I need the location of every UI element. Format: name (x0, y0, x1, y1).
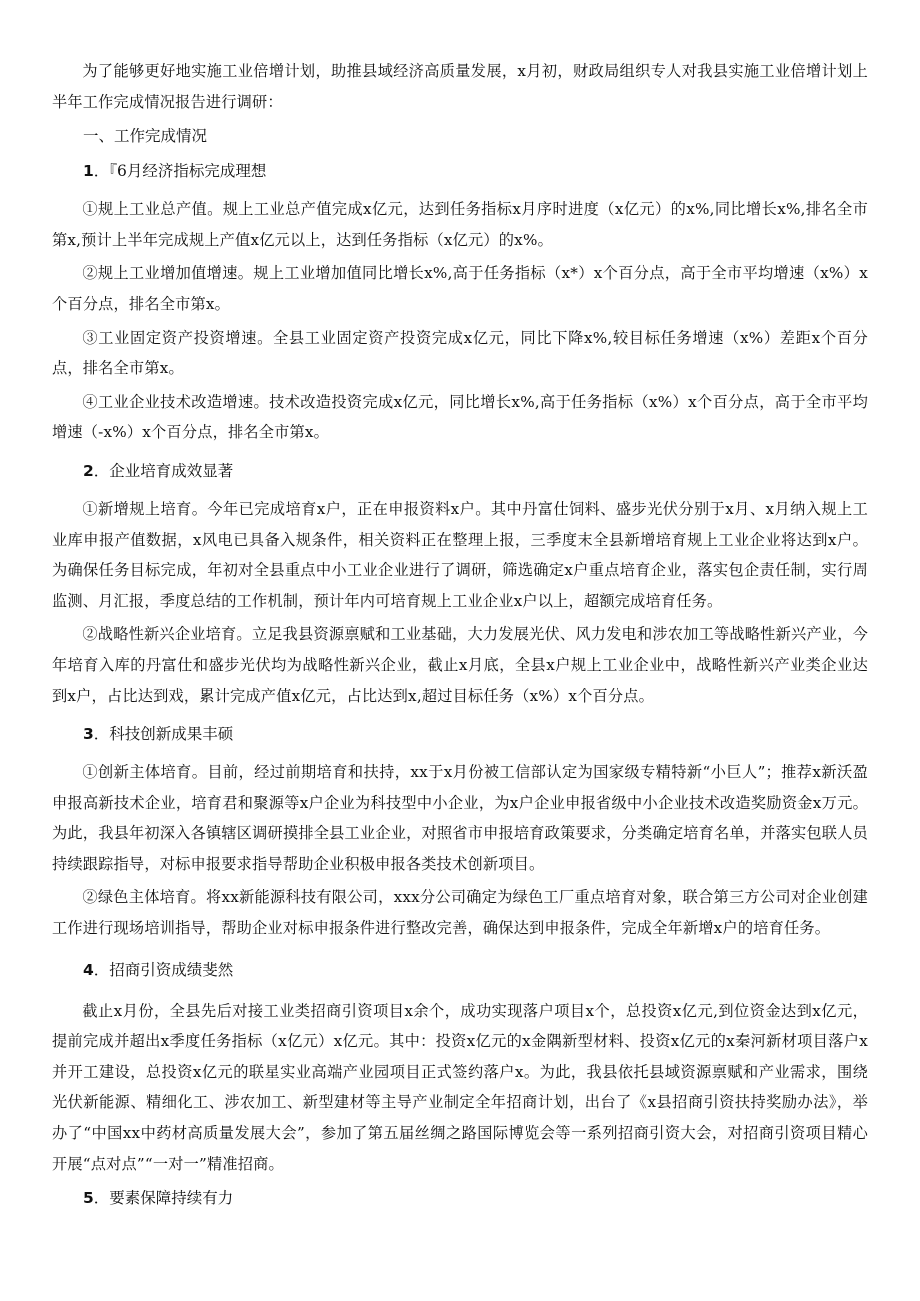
paragraph: ②战略性新兴企业培育。立足我县资源禀赋和工业基础，大力发展光伏、风力发电和涉农加工等战略性新兴产业，今年培育入库的丹富仕和盛步光伏均为战略性新兴企业，截止x月底，全县x户规上工业企业中，战略性新兴产业类企业达到x户，占比达到戏，累计完成产值x亿元，占比达到x,超过目标任务（x%）x个百分点。 (52, 625, 868, 705)
subsection-title: ．科技创新成果丰硕 (93, 725, 234, 744)
subsection-title: ．招商引资成绩斐然 (93, 960, 234, 979)
paragraph: ①新增规上培育。今年已完成培育x户，正在申报资料x户。其中丹富仕饲料、盛步光伏分别于x月、x月纳入规上工业库申报产值数据，x风电已具备入规条件，相关资料正在整理上报，三季度末全县新增培育规上工业企业将达到x户。为确保任务目标完成，年初对全县重点中小工业企业进行了调研，筛选确定x户重点培育企业，落实包企责任制，实行周监测、月汇报，季度总结的工作机制，预计年内可培育规上工业企业x户以上，超额完成培育任务。 (52, 499, 868, 610)
subsection-title: ．企业培育成效显著 (93, 461, 234, 480)
subsection-number: 4 (83, 960, 94, 979)
intro-paragraph: 为了能够更好地实施工业倍增计划，助推县域经济高质量发展，x月初，财政局组织专人对我县实施工业倍增计划上半年工作完成情况报告进行调研： (52, 62, 868, 111)
paragraph: ②绿色主体培育。将xx新能源科技有限公司，xxx分公司确定为绿色工厂重点培育对象，联合第三方公司对企业创建工作进行现场培训指导，帮助企业对标申报条件进行整改完善，确保达到申报条件，完成全年新增x户的培育任务。 (52, 888, 868, 938)
subsection-heading-5 (52, 1182, 868, 1214)
subsection-number: 2 (83, 461, 94, 480)
subsection-number: 1 (83, 162, 94, 181)
subsection-number: 3 (83, 725, 94, 744)
subsection-title: ．要素保障持续有力 (93, 1189, 234, 1208)
subsection-heading-4 (52, 954, 868, 986)
subsection-heading-1 (52, 155, 868, 187)
section-heading: 一、工作完成情况 (83, 127, 208, 146)
subsection-heading-2 (52, 455, 868, 487)
subsection-heading-3 (52, 718, 868, 750)
paragraph: 截止x月份，全县先后对接工业类招商引资项目x余个，成功实现落户项目x个，总投资x亿元,到位资金达到x亿元，提前完成并超出x季度任务指标（x亿元）x亿元。其中：投资x亿元的x金隅新型材料、投资x亿元的x秦河新材项目落户x并开工建设，总投资x亿元的联星实业高端产业园项目正式签约落户x。为此，我县依托县域资源禀赋和产业需求，围绕光伏新能源、精细化工、涉农加工、新型建材等主导产业制定全年招商计划，出台了《x县招商引资扶持奖励办法》，举办了“中国xx中药材高质量发展大会”，参加了第五届丝绸之路国际博览会等一系列招商引资大会，对招商引资项目精心开展“点对点”“一对一”精准招商。 (52, 1001, 868, 1173)
paragraph: ②规上工业增加值增速。规上工业增加值同比增长x%,高于任务指标（x*）x个百分点，高于全市平均增速（x%）x个百分点，排名全市第x。 (52, 264, 868, 313)
paragraph: ③工业固定资产投资增速。全县工业固定资产投资完成x亿元，同比下降x%,较目标任务增速（x%）差距x个百分点，排名全市第x。 (52, 328, 868, 378)
subsection-title: ．『6月经济指标完成理想 (93, 162, 267, 181)
paragraph: ④工业企业技术改造增速。技术改造投资完成x亿元，同比增长x%,高于任务指标（x%）x个百分点，高于全市平均增速（-x%）x个百分点，排名全市第x。 (52, 392, 868, 442)
paragraph: ①创新主体培育。目前，经过前期培育和扶持，xx于x月份被工信部认定为国家级专精特新“小巨人”；推荐x新沃盈申报高新技术企业，培育君和聚源等x户企业为科技型中小企业，为x户企业申报省级中小企业技术改造奖励资金x万元。为此，我县年初深入各镇辖区调研摸排全县工业企业，对照省市申报培育政策要求，分类确定培育名单，并落实包联人员持续跟踪指导，对标申报要求指导帮助企业积极申报各类技术创新项目。 (52, 763, 868, 873)
paragraph: ①规上工业总产值。规上工业总产值完成x亿元，达到任务指标x月序时进度（x亿元）的x%,同比增长x%,排名全市第x,预计上半年完成规上产值x亿元以上，达到任务指标（x亿元）的x%。 (52, 200, 868, 249)
subsection-number: 5 (83, 1189, 94, 1208)
